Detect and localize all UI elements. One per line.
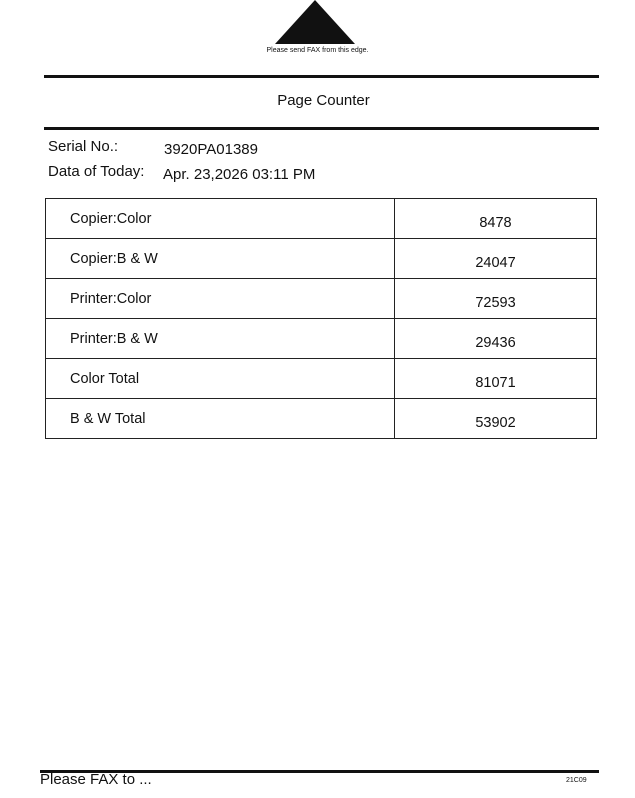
table-row — [46, 399, 597, 439]
counter-value: 53902 — [395, 399, 597, 439]
table-row — [46, 359, 597, 399]
counter-value: 24047 — [395, 239, 597, 279]
counter-value: 8478 — [395, 199, 597, 239]
counter-name: Copier:Color — [46, 199, 395, 239]
fax-edge-triangle-icon — [275, 0, 355, 44]
date-label: Data of Today: — [48, 163, 145, 180]
counter-name: Printer:B & W — [46, 319, 395, 359]
table-row — [46, 199, 597, 239]
counter-name: Color Total — [46, 359, 395, 399]
serial-label: Serial No.: — [48, 138, 119, 155]
page-counter-table — [45, 198, 597, 439]
page-title: Page Counter — [277, 92, 370, 109]
counter-name: Printer:Color — [46, 279, 395, 319]
counter-value: 81071 — [395, 359, 597, 399]
top-divider — [44, 75, 599, 78]
title-divider — [44, 127, 599, 130]
counter-value: 72593 — [395, 279, 597, 319]
date-value: Apr. 23,2026 03:11 PM — [163, 166, 316, 183]
counter-name: Copier:B & W — [46, 239, 395, 279]
table-row — [46, 239, 597, 279]
serial-value: 3920PA01389 — [164, 141, 258, 158]
form-code: 21C09 — [566, 777, 587, 784]
fax-to-label: Please FAX to ... — [40, 771, 152, 788]
table-row — [46, 279, 597, 319]
fax-edge-note: Please send FAX from this edge. — [266, 47, 369, 54]
counter-value: 29436 — [395, 319, 597, 359]
table-row — [46, 319, 597, 359]
counter-name: B & W Total — [46, 399, 395, 439]
